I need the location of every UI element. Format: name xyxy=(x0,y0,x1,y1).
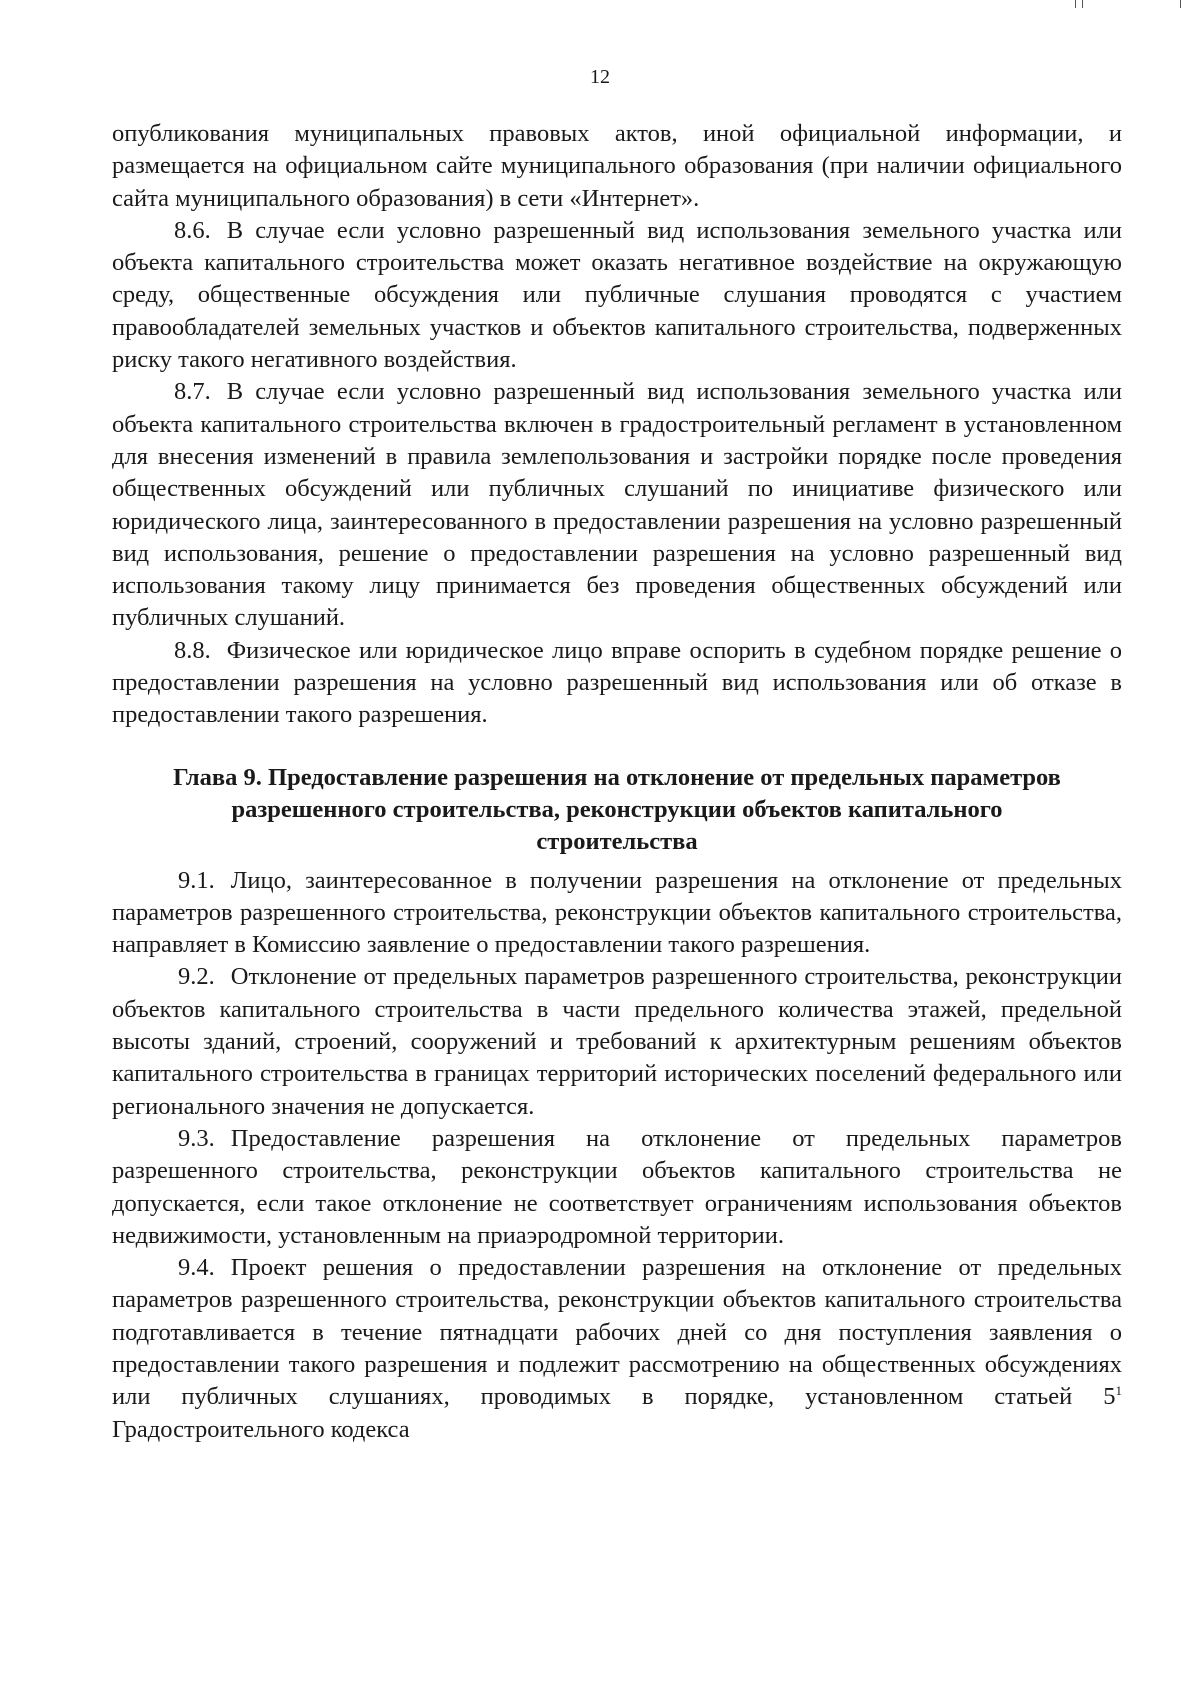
paragraph-number: 9.2. xyxy=(178,963,215,991)
paragraph-9-1 xyxy=(112,865,1122,962)
paragraph-text: Отклонение от предельных параметров разрешенного строительства, реконструкции объектов капитального строительства в части предельного количества этажей, предельной высоты зданий, строений, сооружений и требований к архитектурным решениям объектов капитального строительства в границах территорий исторических поселений федерального или регионального значения не допускается. xyxy=(112,963,1122,1120)
paragraph-text: Проект решения о предоставлении разрешения на отклонение от предельных параметров разрешенного строительства, реконструкции объектов капитального строительства подготавливается в течение пятнадцати рабочих дней со дня поступления заявления о предоставлении такого разрешения и подлежит рассмотрению на общественных обсуждениях или публичных слушаниях, проводимых в порядке, установленном статьей 5 xyxy=(112,1254,1122,1411)
paragraph-9-3 xyxy=(112,1123,1122,1252)
page-number: 12 xyxy=(590,66,610,88)
scan-mark-top xyxy=(1082,0,1083,8)
paragraph-text-tail: Градостроительного кодекса xyxy=(112,1415,410,1443)
paragraph-text: Предоставление разрешения на отклонение от предельных параметров разрешенного строительства, реконструкции объектов капитального строительства не допускается, если такое отклонение не соответствует ограничениям использования объектов недвижимости, установленным на приаэродромной территории. xyxy=(112,1124,1122,1249)
superscript: 1 xyxy=(1115,1383,1122,1399)
paragraph-number: 9.1. xyxy=(178,866,215,894)
scan-mark-top xyxy=(1075,0,1076,8)
paragraph-9-4 xyxy=(112,1252,1122,1446)
scan-mark-top xyxy=(1180,0,1181,8)
chapter-heading: Глава 9. Предоставление разрешения на отклонение от предельных параметров разрешенного строительства, реконструкции объектов капитального строительства xyxy=(173,763,1061,856)
paragraph-9-2 xyxy=(112,961,1122,1122)
paragraph-number: 9.3. xyxy=(178,1124,215,1152)
paragraph-number: 8.6. xyxy=(174,216,211,244)
paragraph-number: 8.7. xyxy=(174,378,211,406)
paragraph-text: Лицо, заинтересованное в получении разрешения на отклонение от предельных параметров разрешенного строительства, реконструкции объектов капитального строительства, направляет в Комиссию заявление о предоставлении такого разрешения. xyxy=(112,866,1122,959)
paragraph-8-7 xyxy=(112,376,1122,634)
paragraph-number: 8.8. xyxy=(174,636,211,664)
paragraph-text: Физическое или юридическое лицо вправе оспорить в судебном порядке решение о предоставлении разрешения на условно разрешенный вид использования или об отказе в предоставлении такого разрешения. xyxy=(112,636,1122,729)
document-body xyxy=(112,118,1122,1446)
paragraph-text: В случае если условно разрешенный вид использования земельного участка или объекта капитального строительства может оказать негативное воздействие на окружающую среду, общественные обсуждения или публичные слушания проводятся с участием правообладателей земельных участков и объектов капитального строительства, подверженных риску такого негативного воздействия. xyxy=(112,216,1122,374)
paragraph-text: В случае если условно разрешенный вид использования земельного участка или объекта капитального строительства включен в градостроительный регламент в установленном для внесения изменений в правила землепользования и застройки порядке после проведения общественных обсуждений или публичных слушаний по инициативе физического или юридического лица, заинтересованного в предоставлении разрешения на условно разрешенный вид использования, решение о предоставлении разрешения на условно разрешенный вид использования такому лицу принимается без проведения общественных обсуждений или публичных слушаний. xyxy=(112,378,1122,632)
paragraph-8-8 xyxy=(112,635,1122,732)
paragraph-intro: опубликования муниципальных правовых актов, иной официальной информации, и размещается на официальном сайте муниципального образования (при наличии официального сайта муниципального образования) в сети «Интернет». xyxy=(112,120,1122,212)
paragraph-8-6 xyxy=(112,215,1122,376)
paragraph-number: 9.4. xyxy=(178,1254,215,1282)
